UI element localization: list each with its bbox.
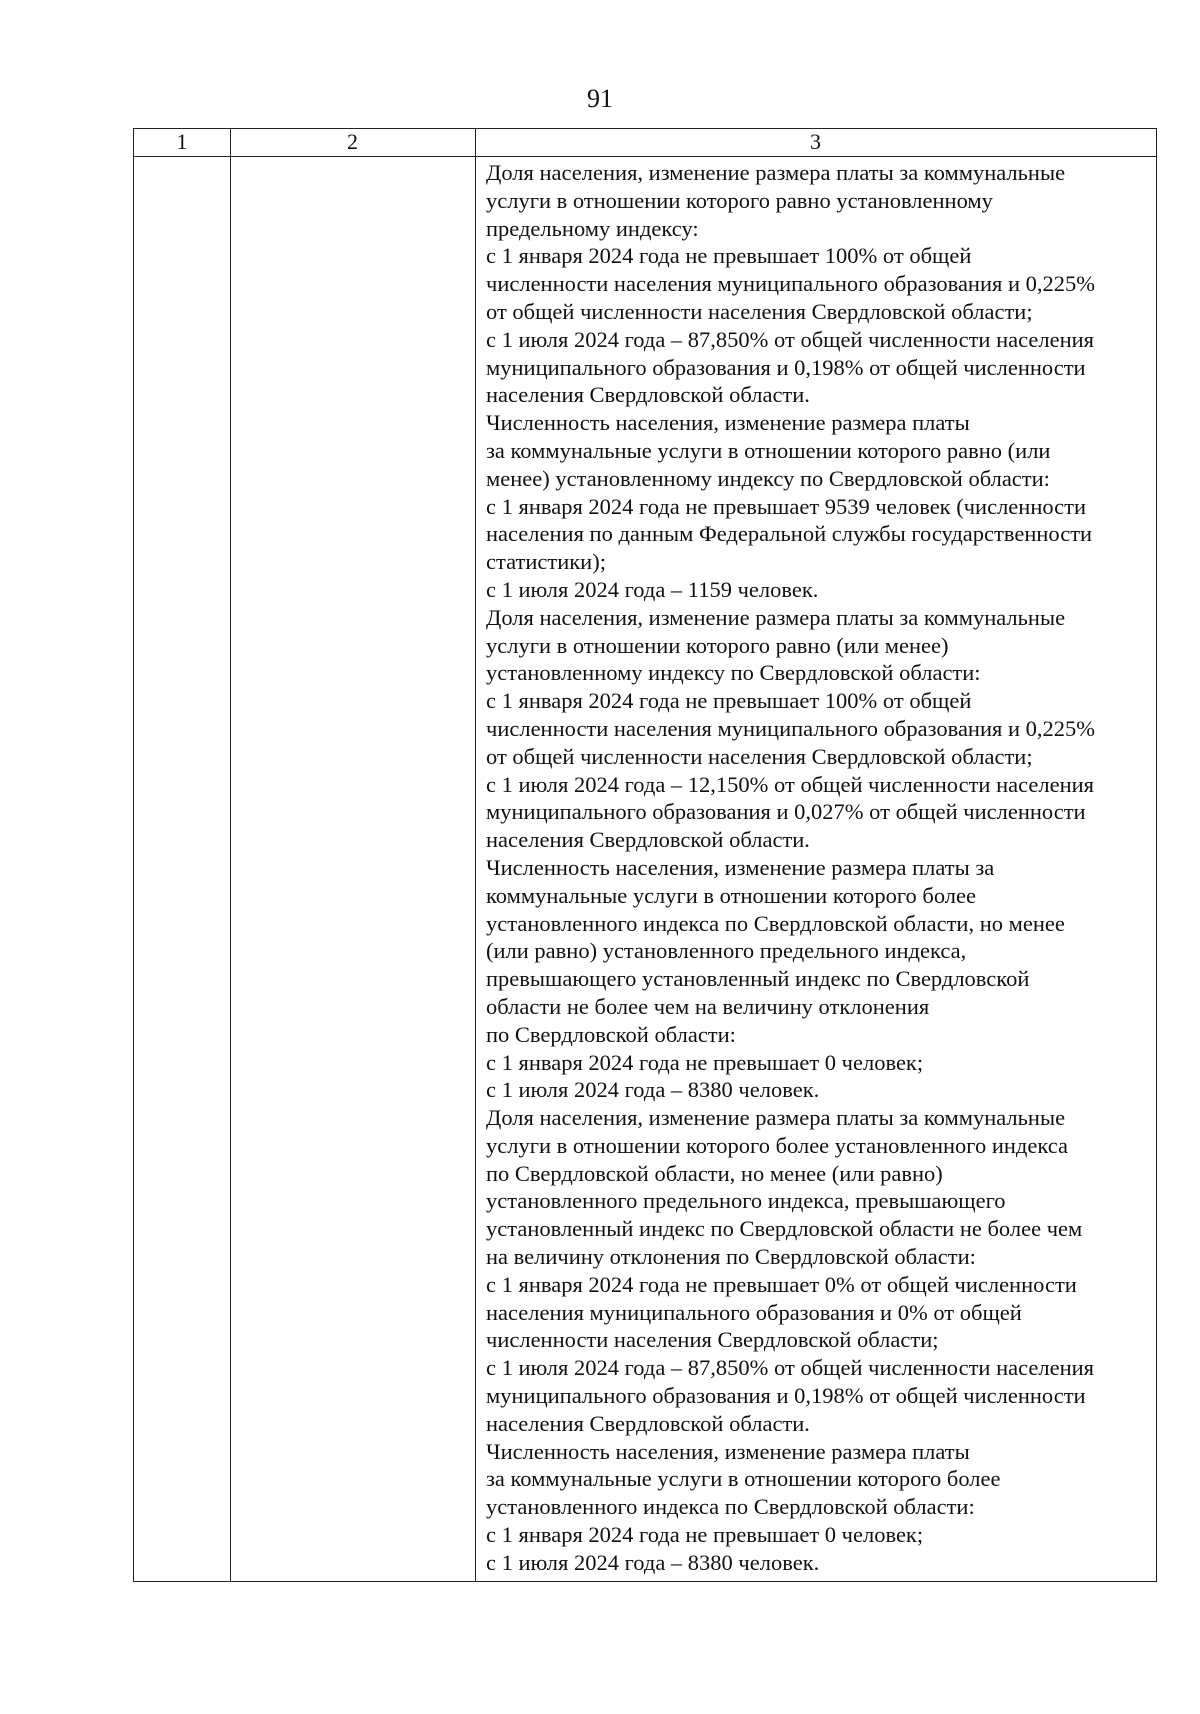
text-line: населения Свердловской области. [486, 827, 810, 853]
text-line: с 1 января 2024 года не превышает 0 человек; [486, 1522, 924, 1548]
text-line: от общей численности населения Свердловской области; [486, 298, 1033, 324]
text-line: муниципального образования и 0,198% от общей численности [486, 1383, 1086, 1409]
text-line: области не более чем на величину отклонения [486, 993, 930, 1019]
text-line: Численность населения, изменение размера платы за [486, 854, 995, 880]
table-header-row [134, 129, 1156, 157]
text-line: статистики); [486, 549, 606, 575]
text-line: с 1 июля 2024 года – 12,150% от общей численности населения [486, 771, 1094, 797]
page-number: 91 [587, 84, 613, 113]
text-line: Доля населения, изменение размера платы за коммунальные [486, 1105, 1066, 1131]
text-line: с 1 января 2024 года не превышает 100% от общей [486, 243, 972, 269]
text-line: населения Свердловской области. [486, 1410, 810, 1436]
column-header-2: 2 [347, 129, 358, 154]
column-divider-2 [475, 129, 476, 1581]
text-line: по Свердловской области: [486, 1021, 736, 1047]
text-line: установленного предельного индекса, превышающего [486, 1188, 1006, 1214]
text-line: численности населения муниципального образования и 0,225% [486, 715, 1096, 741]
text-line: населения Свердловской области. [486, 382, 810, 408]
text-line: с 1 января 2024 года не превышает 100% от общей [486, 688, 972, 714]
text-line: коммунальные услуги в отношении которого более [486, 882, 976, 908]
text-line: Доля населения, изменение размера платы за коммунальные [486, 604, 1066, 630]
text-line: с 1 июля 2024 года – 1159 человек. [486, 576, 819, 602]
text-line: с 1 июля 2024 года – 87,850% от общей численности населения [486, 1355, 1094, 1381]
text-line: численности населения Свердловской области; [486, 1327, 939, 1353]
text-line: численности населения муниципального образования и 0,225% [486, 271, 1096, 297]
text-line: Доля населения, изменение размера платы за коммунальные [486, 160, 1066, 185]
text-line: установленного индекса по Свердловской области: [486, 1494, 975, 1520]
text-line: услуги в отношении которого равно установленному [486, 187, 993, 213]
text-line: менее) установленному индексу по Свердловской области: [486, 465, 1050, 491]
text-line: населения муниципального образования и 0% от общей [486, 1299, 1022, 1325]
text-line: от общей численности населения Свердловской области; [486, 743, 1033, 769]
text-line: (или равно) установленного предельного индекса, [486, 938, 967, 964]
text-line: с 1 июля 2024 года – 8380 человек. [486, 1077, 820, 1103]
text-line: с 1 января 2024 года не превышает 0% от общей численности [486, 1271, 1077, 1297]
text-line: с 1 июля 2024 года – 87,850% от общей численности населения [486, 326, 1094, 352]
text-line: населения по данным Федеральной службы государственности [486, 521, 1093, 547]
column-header-1: 1 [176, 129, 188, 154]
text-line: по Свердловской области, но менее (или равно) [486, 1160, 943, 1186]
text-line: Численность населения, изменение размера платы [486, 410, 970, 436]
text-line: за коммунальные услуги в отношении которого равно (или [486, 437, 1051, 463]
text-line: муниципального образования и 0,198% от общей численности [486, 354, 1086, 380]
column-3-cell-text [486, 159, 1154, 1577]
column-divider-1 [230, 129, 231, 1581]
text-line: превышающего установленный индекс по Свердловской [486, 966, 1030, 992]
text-line: Численность населения, изменение размера платы [486, 1438, 970, 1464]
column-header-3: 3 [810, 129, 821, 154]
text-line: с 1 января 2024 года не превышает 0 человек; [486, 1049, 924, 1075]
text-line: с 1 января 2024 года не превышает 9539 человек (численности [486, 493, 1087, 519]
text-line: услуги в отношении которого равно (или менее) [486, 632, 949, 658]
text-line: установленного индекса по Свердловской области, но менее [486, 910, 1065, 936]
text-line: услуги в отношении которого более установленного индекса [486, 1132, 1068, 1158]
text-line: за коммунальные услуги в отношении которого более [486, 1466, 1001, 1492]
text-line: установленному индексу по Свердловской области: [486, 660, 981, 686]
text-line: установленный индекс по Свердловской области не более чем [486, 1216, 1083, 1242]
text-line: на величину отклонения по Свердловской области: [486, 1244, 976, 1270]
text-line: с 1 июля 2024 года – 8380 человек. [486, 1549, 820, 1575]
text-line: муниципального образования и 0,027% от общей численности [486, 799, 1086, 825]
document-table [133, 128, 1157, 1582]
text-line: предельному индексу: [486, 215, 699, 241]
